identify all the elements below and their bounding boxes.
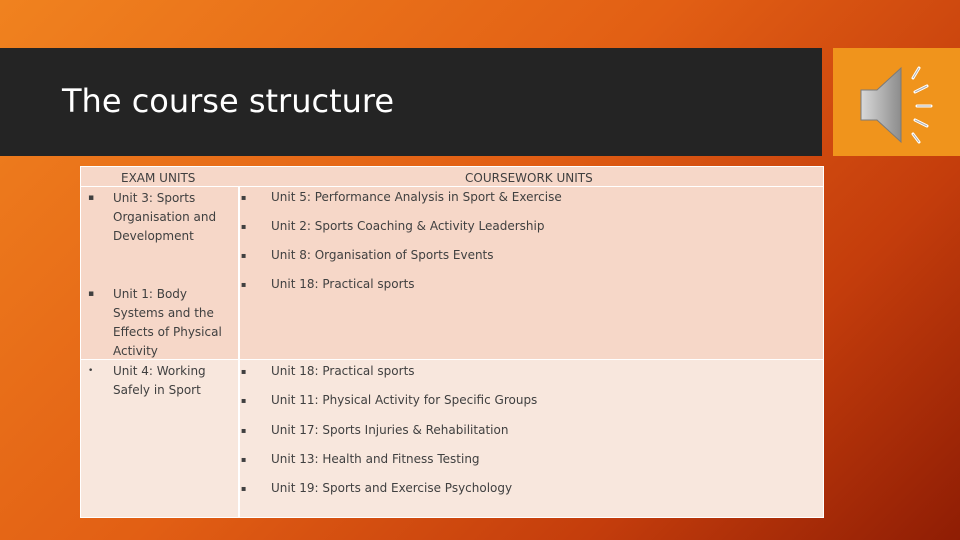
slide-title: The course structure xyxy=(62,82,395,120)
bullet-icon: ▪ xyxy=(241,367,247,376)
coursework-units-header: COURSEWORK UNITS xyxy=(465,171,593,185)
coursework-unit-item xyxy=(240,188,820,207)
bullet-icon: ▪ xyxy=(241,280,247,289)
exam-unit-label: Unit 3: Sports Organisation and Development xyxy=(113,191,217,243)
bullet-icon: ▪ xyxy=(241,484,247,493)
coursework-unit-label: Unit 18: Practical sports xyxy=(271,364,415,378)
speaker-audio-icon[interactable] xyxy=(851,56,943,146)
coursework-unit-item xyxy=(240,421,820,440)
coursework-unit-item xyxy=(240,246,820,265)
coursework-unit-item xyxy=(240,479,820,498)
coursework-unit-item xyxy=(240,217,820,236)
coursework-unit-label: Unit 17: Sports Injuries & Rehabilitation xyxy=(271,423,509,437)
exam-units-header: EXAM UNITS xyxy=(121,171,196,185)
exam-unit-label: Unit 4: Working Safely in Sport xyxy=(113,364,206,397)
coursework-unit-item xyxy=(240,275,820,294)
coursework-unit-label: Unit 2: Sports Coaching & Activity Leadership xyxy=(271,219,545,233)
coursework-unit-item xyxy=(240,391,820,410)
coursework-unit-item xyxy=(240,362,820,381)
audio-button[interactable] xyxy=(833,48,960,156)
coursework-unit-label: Unit 18: Practical sports xyxy=(271,277,415,291)
bullet-icon: ▪ xyxy=(88,289,95,299)
coursework-unit-label: Unit 11: Physical Activity for Specific Groups xyxy=(271,393,538,407)
coursework-unit-label: Unit 5: Performance Analysis in Sport & Exercise xyxy=(271,190,562,204)
coursework-unit-label: Unit 19: Sports and Exercise Psychology xyxy=(271,481,513,495)
table-header-row xyxy=(81,167,823,187)
course-structure-table xyxy=(80,166,824,518)
bullet-icon: ▪ xyxy=(241,222,247,231)
bullet-icon: ▪ xyxy=(241,251,247,260)
coursework-unit-label: Unit 8: Organisation of Sports Events xyxy=(271,248,494,262)
bullet-icon: ▪ xyxy=(241,193,247,202)
bullet-icon: ▪ xyxy=(241,455,247,464)
bullet-icon: ▪ xyxy=(241,396,247,405)
bullet-icon: ▪ xyxy=(241,426,247,435)
exam-unit-label: Unit 1: Body Systems and the Effects of Physical Activity xyxy=(113,287,222,358)
bullet-icon: ▪ xyxy=(88,193,95,203)
coursework-unit-label: Unit 13: Health and Fitness Testing xyxy=(271,452,480,466)
coursework-unit-item xyxy=(240,450,820,469)
bullet-icon: • xyxy=(88,366,94,376)
